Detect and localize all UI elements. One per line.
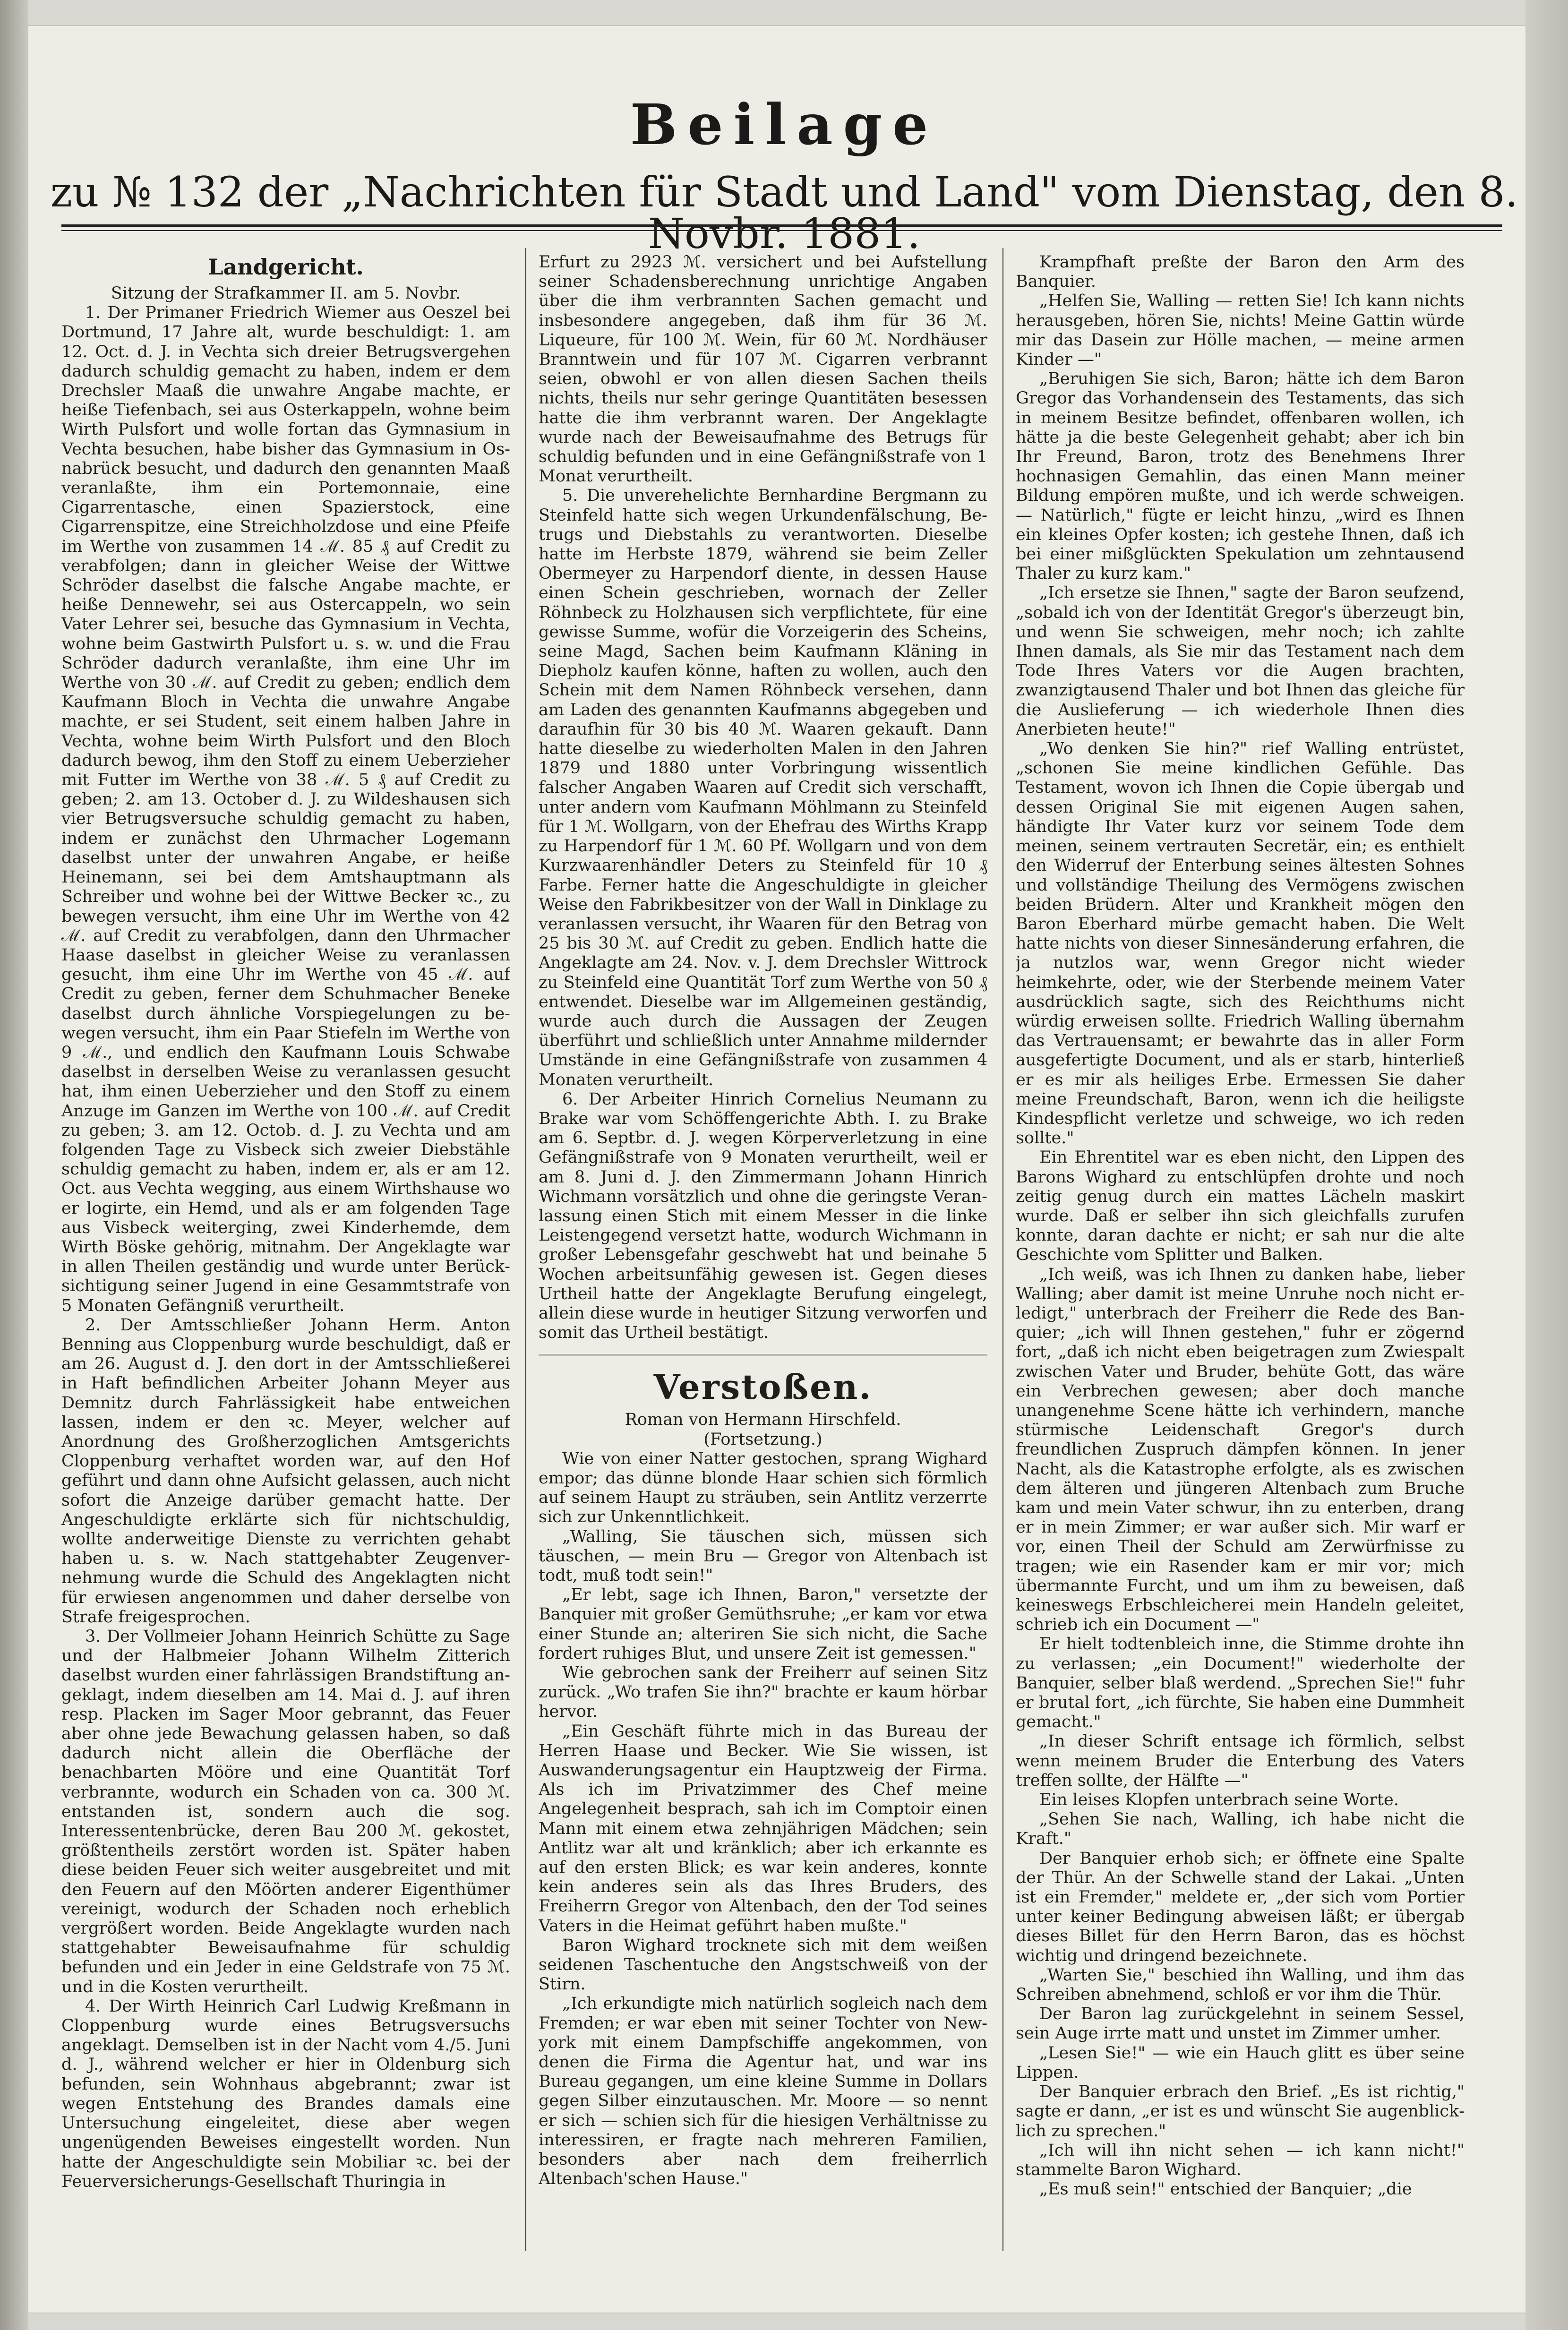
column-1 bbox=[61, 253, 510, 2246]
novel-paragraph: Der Banquier erhob sich; er öffnete eine Spalte der Thür. An der Schwelle stand der Lakai. „Unten ist ein Fremder," meldete er, „der sich vom Portier unter keiner Bedingung abweisen läßt; er übergab dieses Billet für den Herrn Baron, das es höchst wichtig und dringend bezeichnete. bbox=[1016, 1849, 1465, 1965]
novel-paragraph: „Ich erkundigte mich natürlich sogleich nach dem Fremden; er war eben mit seiner Tochter von Newyork mit einem Dampfschiffe angekommen, von denen die Firma die Agentur hat, und war ins Bureau gegangen, um eine kleine Summe in Dollars gegen Silber einzutauschen. Mr. Moore — so nennt er sich — schien sich für die hiesigen Verhältnisse zu interessiren, er fragte nach mehreren Familien, besonders aber nach dem freiherrlich Altenbach'schen Hause." bbox=[539, 1994, 987, 2189]
case-paragraph: 2. Der Amtsschließer Johann Herm. Anton Benning aus Cloppenburg wurde beschuldigt, daß er am 26. August d. J. den dort in der Amtsschließerei in Haft befindlichen Arbeiter Johann Meyer aus Demnitz durch Fahrlässigkeit habe entweichen lassen, indem er den ꝛc. Meyer, welcher auf Anordnung des Großherzoglichen Amtsgerichts Cloppenburg verhaftet worden war, auf den Hof geführt und dann ohne Aufsicht gelassen, auch nicht sofort die Anzeige darüber gemacht hatte. Der Angeschuldigte erklärte sich für nichtschuldig, wollte anderweitige Dienste zu verrichten gehabt haben u. s. w. Nach stattgehabter Zeugenvernehmung wurde die Schuld des Angeklagten nicht für erwiesen angenommen und daher derselbe von Strafe freigesprochen. bbox=[61, 1315, 510, 1627]
column-3 bbox=[1016, 253, 1465, 2246]
novel-title: Verstoßen. bbox=[653, 1367, 873, 1407]
header-rule-thick bbox=[61, 224, 1502, 227]
novel-paragraph: „Ich ersetze sie Ihnen," sagte der Baron seufzend, „sobald ich von der Identität Gregor's überzeugt bin, und wenn Sie schweigen, mehr noch; ich zahlte Ihnen damals, als Sie mir das Testament nach dem Tode Ihres Vaters vor die Augen brachten, zwanzigtausend Thaler und bot Ihnen das gleiche für die Auslieferung — ich wiederhole Ihnen dies Anerbieten heute!" bbox=[1016, 583, 1465, 739]
page-edge bbox=[1525, 0, 1568, 2330]
novel-continuation-note: (Fortsetzung.) bbox=[703, 1430, 823, 1449]
novel-paragraph: „Walling, Sie täuschen sich, müssen sich täuschen, — mein Bru — Gregor von Altenbach ist todt, muß todt sein!" bbox=[539, 1527, 987, 1585]
novel-paragraph: Der Baron lag zurückgelehnt in seinem Sessel, sein Auge irrte matt und unstet im Zimmer umher. bbox=[1016, 2004, 1465, 2043]
case-paragraph: 5. Die unverehelichte Bernhardine Bergmann zu Steinfeld hatte sich wegen Urkundenfälschung, Betrugs und Diebstahls zu verantworten. Dieselbe hatte im Herbste 1879, während sie beim Zeller Obermeyer zu Harpendorf diente, in dessen Hause einen Schein geschrieben, wornach der Zeller Röhnbeck zu Holzhausen sich verpflichtete, für eine gewisse Summe, wofür die Vorzeigerin des Scheins, seine Magd, Sachen beim Kaufmann Kläning in Diepholz kaufen könne, haften zu wollen, auch den Schein mit dem Namen Röhnbeck versehen, dann am Laden des genannten Kaufmanns abgegeben und daraufhin für 30 bis 40 ℳ. Waaren gekauft. Dann hatte dieselbe zu wiederholten Malen in den Jahren 1879 und 1880 unter Vorbringung wissentlich falscher Angaben Waaren auf Credit sich verschafft, unter andern vom Kaufmann Möhlmann zu Steinfeld für 1 ℳ. Wollgarn, von der Ehefrau des Wirths Krapp zu Harpendorf für 1 ℳ. 60 Pf. Wollgarn und von dem Kurzwaarenhändler Deters zu Steinfeld für 10 ₰ Farbe. Ferner hatte die Angeschuldigte in gleicher Weise den Fabrikbesitzer von der Wall in Dinklage zu veranlassen versucht, ihr Waaren für den Betrag von 25 bis 30 ℳ. auf Credit zu geben. Endlich hatte die Angeklagte am 24. Nov. v. J. dem Drechsler Wittrock zu Steinfeld eine Quantität Torf zum Werthe von 50 ₰ entwendet. Dieselbe war im Allgemeinen geständig, wurde auch durch die Aussagen der Zeugen überführt und schließlich unter Annahme mildernder Umstände in eine Gefängnißstrafe von zusammen 4 Monaten verurtheilt. bbox=[539, 486, 987, 1089]
novel-paragraph: Krampfhaft preßte der Baron den Arm des Banquier. bbox=[1016, 253, 1465, 291]
feuilleton-divider bbox=[539, 1354, 987, 1358]
binding-shadow bbox=[0, 0, 28, 2330]
novel-paragraph: „Warten Sie," beschied ihn Walling, und ihm das Schreiben abnehmend, schloß er vor ihm die Thür. bbox=[1016, 1965, 1465, 2004]
novel-paragraph: „Wo denken Sie hin?" rief Walling entrüstet, „schonen Sie meine kindlichen Gefühle. Das Testament, wovon ich Ihnen die Copie übergab und dessen Original Sie mit eigenen Augen sahen, händigte Ihr Vater kurz vor seinem Tode dem meinen, seinem vertrauten Secretär, ein; es enthielt den Widerruf der Enterbung seines ältesten Sohnes und vollständige Theilung des Vermögens zwischen beiden Brüdern. Alter und Krankheit mögen den Baron Eberhard mürbe gemacht haben. Die Welt hatte nichts von dieser Sinnesänderung erfahren, die ja nutzlos war, wenn Gregor nicht wieder heimkehrte, oder, wie der Sterbende meinem Vater ausdrücklich sagte, sich des Reichthums nicht würdig erweisen sollte. Friedrich Walling übernahm das Vertrauensamt; er bewahrte das in aller Form ausgefertigte Document, und als er starb, hinterließ er es mir als heiliges Erbe. Ermessen Sie daher meine Freundschaft, Baron, wenn ich die heiligste Kindespflicht verletze und schweige, wo ich reden sollte." bbox=[1016, 739, 1465, 1148]
novel-paragraph: „Er lebt, sage ich Ihnen, Baron," versetzte der Banquier mit großer Gemüthsruhe; „er kam vor etwa einer Stunde an; alteriren Sie sich nicht, die Sache fordert ruhiges Blut, und unsere Zeit ist gemessen." bbox=[539, 1585, 987, 1663]
column-divider-1 bbox=[525, 248, 526, 2251]
newspaper-page bbox=[28, 26, 1540, 2313]
issue-line: zu № 132 der „Nachrichten für Stadt und Land" vom Dienstag, den 8. Novbr. 1881. bbox=[50, 168, 1518, 258]
column-divider-2 bbox=[1002, 248, 1003, 2251]
column-2 bbox=[539, 253, 987, 2246]
case-paragraph: 4. Der Wirth Heinrich Carl Ludwig Kreßmann in Cloppenburg wurde eines Betrugsversuchs angeklagt. Demselben ist in der Nacht vom 4./5. Juni d. J., während welcher er hier in Oldenburg sich befunden, sein Wohnhaus abgebrannt; zwar ist wegen Entstehung des Brandes damals eine Untersuchung eingeleitet, diese aber wegen ungenügenden Beweises eingestellt worden. Nun hatte der Angeschuldigte sein Mobiliar ꝛc. bei der Feuerversicherungs-Gesellschaft Thuringia in bbox=[61, 1996, 510, 2191]
case-paragraph: Erfurt zu 2923 ℳ. versichert und bei Aufstellung seiner Schadensberechnung unrichtige Angaben über die ihm verbrannten Sachen gemacht und insbesondere angegeben, daß ihm für 36 ℳ. Liqueure, für 100 ℳ. Wein, für 60 ℳ. Nordhäuser Branntwein und für 107 ℳ. Cigarren verbrannt seien, obwohl er von allen diesen Sachen theils nichts, theils nur sehr geringe Quantitäten besessen hatte die ihm verbrannt waren. Der Angeklagte wurde nach der Beweisaufnahme des Betrugs für schuldig befunden und in eine Gefängnißstrafe von 1 Monat verurtheilt. bbox=[539, 253, 987, 486]
novel-paragraph: „Beruhigen Sie sich, Baron; hätte ich dem Baron Gregor das Vorhandensein des Testaments, das sich in meinem Besitze befindet, offenbaren wollen, ich hätte ja die beste Gelegenheit gehabt; aber ich bin Ihr Freund, Baron, trotz des Benehmens Ihrer hochnasigen Gemahlin, das einen Mann meiner Bildung empören mußte, und ich werde schweigen. — Natürlich," fügte er leicht hinzu, „wird es Ihnen ein kleines Opfer kosten; ich gestehe Ihnen, daß ich bei einer mißglückten Spekulation um zehntausend Thaler zu kurz kam." bbox=[1016, 369, 1465, 583]
novel-paragraph: „Lesen Sie!" — wie ein Hauch glitt es über seine Lippen. bbox=[1016, 2043, 1465, 2082]
novel-paragraph: Der Banquier erbrach den Brief. „Es ist richtig," sagte er dann, „er ist es und wünscht Sie augenblicklich zu sprechen." bbox=[1016, 2082, 1465, 2141]
supplement-title: Beilage bbox=[630, 92, 939, 157]
novel-paragraph: „In dieser Schrift entsage ich förmlich, selbst wenn meinem Bruder die Enterbung des Vaters treffen sollte, der Hälfte —" bbox=[1016, 1732, 1465, 1790]
novel-paragraph: Baron Wighard trocknete sich mit dem weißen seidenen Taschentuche den Angstschweiß von der Stirn. bbox=[539, 1936, 987, 1994]
novel-paragraph: Ein Ehrentitel war es eben nicht, den Lippen des Barons Wighard zu entschlüpfen drohte und noch zeitig genug durch ein mattes Lächeln maskirt wurde. Daß er selber ihn sich gleichfalls zurufen konnte, daran dachte er nicht; er sah nur die alte Geschichte vom Splitter und Balken. bbox=[1016, 1148, 1465, 1265]
header-rule-thin bbox=[61, 230, 1502, 231]
case-paragraph: 3. Der Vollmeier Johann Heinrich Schütte zu Sage und der Halbmeier Johann Wilhelm Zitterich daselbst wurden einer fahrlässigen Brandstiftung angeklagt, indem dieselben am 14. Mai d. J. auf ihren resp. Placken im Sager Moor gebrannt, das Feuer aber ohne jede Bewachung gelassen haben, so daß dadurch nicht allein die Oberfläche der benachbarten Mööre und eine Quantität Torf verbrannte, wodurch ein Schaden von ca. 300 ℳ. entstanden ist, sondern auch die sog. Interessentenbrücke, deren Bau 200 ℳ. gekostet, größtentheils zerstört worden ist. Später haben diese beiden Feuer sich weiter ausgebreitet und mit den Feuern auf den Möörten anderer Eigenthümer vereinigt, wodurch der Schaden noch erheblich vergrößert worden. Beide Angeklagte wurden nach stattgehabter Beweisaufnahme für schuldig befunden und ein Jeder in eine Geldstrafe von 75 ℳ. und in die Kosten verurtheilt. bbox=[61, 1627, 510, 1996]
case-paragraph: 1. Der Primaner Friedrich Wiemer aus Oeszel bei Dortmund, 17 Jahre alt, wurde beschuldigt: 1. am 12. Oct. d. J. in Vechta sich dreier Betrugsvergehen dadurch schuldig gemacht zu haben, indem er dem Drechsler Maaß die unwahre Angabe machte, er heiße Tiefenbach, sei aus Osterkappeln, wohne beim Wirth Pulsfort und wolle fortan das Gymnasium in Vechta besuchen, habe bisher das Gymnasium in Osnabrück besucht, und dadurch den genannten Maaß veranlaßte, ihm ein Portemonnaie, eine Cigarrentasche, einen Spazierstock, eine Cigarrenspitze, eine Streichholzdose und eine Pfeife im Werthe von zusammen 14 ℳ. 85 ₰ auf Credit zu verabfolgen; dann in gleicher Weise der Wittwe Schröder daselbst die falsche Angabe machte, er heiße Dennewehr, sei aus Ostercappeln, wo sein Vater Lehrer sei, besuche das Gymnasium in Vechta, wohne beim Gastwirth Pulsfort u. s. w. und die Frau Schröder dadurch veranlaßte, ihm eine Uhr im Werthe von 30 ℳ. auf Credit zu geben; endlich dem Kaufmann Bloch in Vechta die unwahre Angabe machte, er sei Student, seit einem halben Jahre in Vechta, wohne beim Wirth Pulsfort und den Bloch dadurch bewog, ihm den Stoff zu einem Ueberzieher mit Futter im Werthe von 38 ℳ. 5 ₰ auf Credit zu geben; 2. am 13. October d. J. zu Wildeshausen sich vier Betrugsversuche schuldig gemacht zu haben, indem er zunächst den Uhrmacher Logemann daselbst unter der unwahren Angabe, er heiße Heinemann, sei bei dem Amtshauptmann als Schreiber und wohne bei der Wittwe Becker ꝛc., zu bewegen versucht, ihm eine Uhr im Werthe von 42 ℳ. auf Credit zu verabfolgen, dann den Uhrmacher Haase daselbst in gleicher Weise zu veranlassen gesucht, ihm eine Uhr im Werthe von 45 ℳ. auf Credit zu geben, ferner dem Schuhmacher Beneke daselbst durch ähnliche Vorspiegelungen zu bewegen versucht, ihm ein Paar Stiefeln im Werthe von 9 ℳ., und endlich den Kaufmann Louis Schwabe daselbst in derselben Weise zu veranlassen gesucht hat, ihm einen Ueberzieher und den Stoff zu einem Anzuge im Ganzen im Werthe von 100 ℳ. auf Credit zu geben; 3. am 12. Octob. d. J. zu Vechta und am folgenden Tage zu Visbeck sich zweier Diebstähle schuldig gemacht zu haben, indem er, als er am 12. Oct. aus Vechta wegging, aus einem Wirthshause wo er logirte, ein Hemd, und als er am folgenden Tage aus Visbeck weiterging, zwei Kinderhemde, dem Wirth Böske gehörig, mitnahm. Der Angeklagte war in allen Theilen geständig und wurde unter Berücksichtigung seiner Jugend in eine Gesammtstrafe von 5 Monaten Gefängniß verurtheilt. bbox=[61, 303, 510, 1315]
novel-paragraph: „Helfen Sie, Walling — retten Sie! Ich kann nichts herausgeben, hören Sie, nichts! Meine Gattin würde mir das Dasein zur Hölle machen, — meine armen Kinder —" bbox=[1016, 291, 1465, 369]
novel-paragraph: Wie von einer Natter gestochen, sprang Wighard empor; das dünne blonde Haar schien sich förmlich auf seinem Haupt zu sträuben, sein Antlitz verzerrte sich zur Unkenntlichkeit. bbox=[539, 1449, 987, 1527]
novel-paragraph: Wie gebrochen sank der Freiherr auf seinen Sitz zurück. „Wo trafen Sie ihn?" brachte er kaum hörbar hervor. bbox=[539, 1663, 987, 1722]
case-paragraph: 6. Der Arbeiter Hinrich Cornelius Neumann zu Brake war vom Schöffengerichte Abth. I. zu Brake am 6. Septbr. d. J. wegen Körperverletzung in eine Gefängnißstrafe von 9 Monaten verurtheilt, weil er am 8. Juni d. J. den Zimmermann Johann Hinrich Wichmann vorsätzlich und ohne die geringste Veranlassung einen Stich mit einem Messer in die linke Leistengegend versetzt hatte, wodurch Wichmann in großer Lebensgefahr geschwebt hat und beinahe 5 Wochen arbeitsunfähig gewesen ist. Gegen dieses Urtheil hatte der Angeklagte Berufung eingelegt, allein diese wurde in heutiger Sitzung verworfen und somit das Urtheil bestätigt. bbox=[539, 1089, 987, 1343]
novel-paragraph: Ein leises Klopfen unterbrach seine Worte. bbox=[1039, 1790, 1399, 1810]
novel-byline: Roman von Hermann Hirschfeld. bbox=[625, 1410, 901, 1430]
novel-paragraph: „Ich weiß, was ich Ihnen zu danken habe, lieber Walling; aber damit ist meine Unruhe noch nicht erledigt," unterbrach der Freiherr die Rede des Banquier; „ich will Ihnen gestehen," fuhr er zögernd fort, „daß ich nicht eben beigetragen zum Zwiespalt zwischen Vater und Bruder, behüte Gott, das wäre ein Verbrechen gewesen; aber doch manche unangenehme Scene hätte ich verhindern, manche stürmische Leidenschaft Gregor's durch freundlichen Zuspruch dämpfen können. In jener Nacht, als die Katastrophe erfolgte, als es zwischen dem älteren und jüngeren Altenbach zum Bruche kam und mein Vater schwur, ihn zu enterben, drang er in mein Zimmer; er war außer sich. Mir warf er vor, einen Theil der Schuld am Zerwürfnisse zu tragen; wie ein Rasender kam er mir vor; mich übermannte Furcht, und um ihm zu beweisen, daß keineswegs Erbschleicherei mein Handeln geleitet, schrieb ich ein Document —" bbox=[1016, 1265, 1465, 1635]
novel-paragraph: „Es muß sein!" entschied der Banquier; „die bbox=[1039, 2180, 1412, 2199]
session-line: Sitzung der Strafkammer II. am 5. Novbr. bbox=[111, 284, 461, 303]
novel-paragraph: Er hielt todtenbleich inne, die Stimme drohte ihn zu verlassen; „ein Document!" wiederholte der Banquier, selber blaß werdend. „Sprechen Sie!" fuhr er brutal fort, „ich fürchte, Sie haben eine Dummheit gemacht." bbox=[1016, 1635, 1465, 1732]
novel-paragraph: „Sehen Sie nach, Walling, ich habe nicht die Kraft." bbox=[1016, 1810, 1465, 1849]
novel-paragraph: „Ein Geschäft führte mich in das Bureau der Herren Haase und Becker. Wie Sie wissen, ist Auswanderungsagentur ein Hauptzweig der Firma. Als ich im Privatzimmer des Chef meine Angelegenheit besprach, sah ich im Comptoir einen Mann mit einem etwa zehnjährigen Mädchen; sein Antlitz war alt und kränklich; aber ich erkannte es auf den ersten Blick; es war kein anderes, konnte kein anderes sein als das Ihres Bruders, des Freiherrn Gregor von Altenbach, den der Tod seines Vaters in die Heimat geführt haben mußte." bbox=[539, 1722, 987, 1936]
section-heading-landgericht: Landgericht. bbox=[208, 254, 364, 280]
novel-paragraph: „Ich will ihn nicht sehen — ich kann nicht!" stammelte Baron Wighard. bbox=[1016, 2141, 1465, 2179]
